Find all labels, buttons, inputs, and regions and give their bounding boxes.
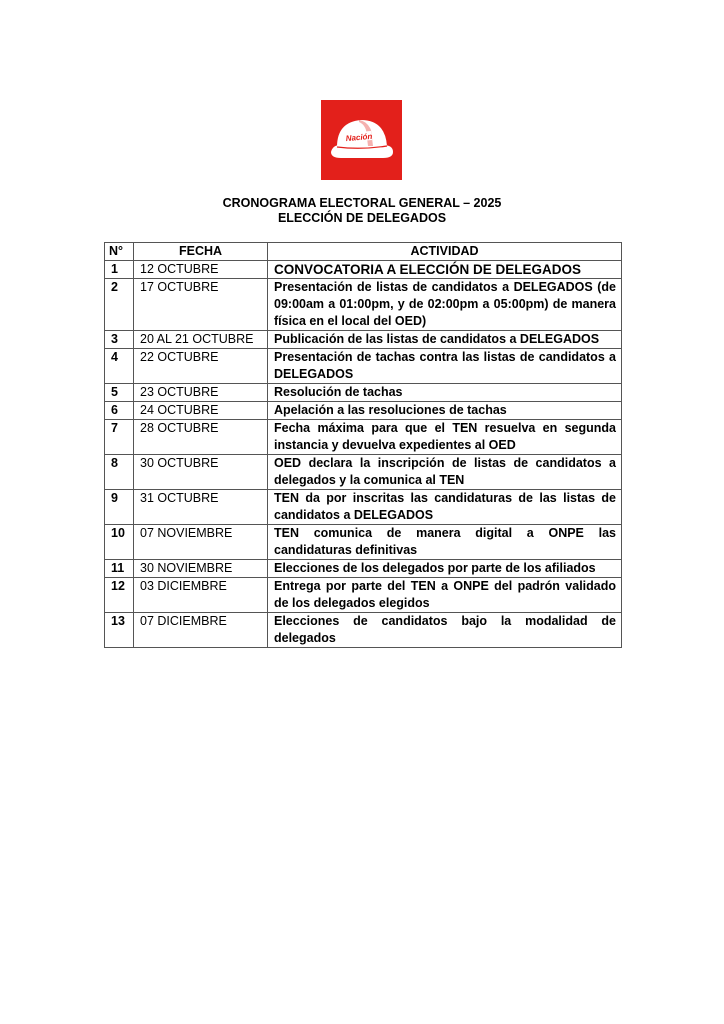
table-row <box>105 560 622 578</box>
table-header-row <box>105 243 622 261</box>
hard-hat-icon <box>321 100 402 180</box>
row-actividad: Fecha máxima para que el TEN resuelva en segunda instancia y devuelva expedientes al OED <box>268 420 622 455</box>
row-num: 10 <box>105 525 134 560</box>
row-actividad: Elecciones de candidatos bajo la modalidad de delegados <box>268 613 622 648</box>
table-row <box>105 279 622 331</box>
row-num: 8 <box>105 455 134 490</box>
row-num: 6 <box>105 402 134 420</box>
row-actividad: CONVOCATORIA A ELECCIÓN DE DELEGADOS <box>268 261 622 279</box>
row-fecha: 24 OCTUBRE <box>134 402 268 420</box>
table-row <box>105 261 622 279</box>
header-actividad: ACTIVIDAD <box>268 243 622 261</box>
row-num: 2 <box>105 279 134 331</box>
row-num: 1 <box>105 261 134 279</box>
table-row <box>105 384 622 402</box>
row-fecha: 17 OCTUBRE <box>134 279 268 331</box>
row-fecha: 31 OCTUBRE <box>134 490 268 525</box>
row-num: 5 <box>105 384 134 402</box>
row-num: 3 <box>105 331 134 349</box>
row-actividad: Apelación a las resoluciones de tachas <box>268 402 622 420</box>
row-fecha: 12 OCTUBRE <box>134 261 268 279</box>
table-row <box>105 490 622 525</box>
document-title: CRONOGRAMA ELECTORAL GENERAL – 2025 <box>222 196 502 210</box>
table-row <box>105 455 622 490</box>
row-actividad: Resolución de tachas <box>268 384 622 402</box>
document-heading <box>0 196 724 226</box>
row-actividad: TEN comunica de manera digital a ONPE las candidaturas definitivas <box>268 525 622 560</box>
row-fecha: 23 OCTUBRE <box>134 384 268 402</box>
row-fecha: 30 OCTUBRE <box>134 455 268 490</box>
row-num: 7 <box>105 420 134 455</box>
row-fecha: 07 NOVIEMBRE <box>134 525 268 560</box>
header-num: N° <box>105 243 134 261</box>
table-row <box>105 402 622 420</box>
row-num: 13 <box>105 613 134 648</box>
row-fecha: 03 DICIEMBRE <box>134 578 268 613</box>
schedule-table <box>104 242 622 648</box>
row-actividad: Publicación de las listas de candidatos a DELEGADOS <box>268 331 622 349</box>
row-actividad: Presentación de listas de candidatos a DELEGADOS (de 09:00am a 01:00pm, y de 02:00pm a 05:00pm) de manera física en el local del OED) <box>268 279 622 331</box>
table-row <box>105 613 622 648</box>
table-row <box>105 525 622 560</box>
row-actividad: Entrega por parte del TEN a ONPE del padrón validado de los delegados elegidos <box>268 578 622 613</box>
row-num: 4 <box>105 349 134 384</box>
table-row <box>105 349 622 384</box>
row-fecha: 30 NOVIEMBRE <box>134 560 268 578</box>
row-actividad: OED declara la inscripción de listas de candidatos a delegados y la comunica al TEN <box>268 455 622 490</box>
header-fecha: FECHA <box>134 243 268 261</box>
row-actividad: Elecciones de los delegados por parte de los afiliados <box>268 560 622 578</box>
row-num: 11 <box>105 560 134 578</box>
party-logo <box>321 100 402 180</box>
logo-text: Nación <box>345 131 373 144</box>
row-fecha: 28 OCTUBRE <box>134 420 268 455</box>
row-fecha: 20 AL 21 OCTUBRE <box>134 331 268 349</box>
row-num: 12 <box>105 578 134 613</box>
document-subtitle: ELECCIÓN DE DELEGADOS <box>277 211 447 225</box>
row-num: 9 <box>105 490 134 525</box>
table-row <box>105 578 622 613</box>
row-actividad: TEN da por inscritas las candidaturas de las listas de candidatos a DELEGADOS <box>268 490 622 525</box>
row-fecha: 22 OCTUBRE <box>134 349 268 384</box>
table-row <box>105 331 622 349</box>
row-actividad: Presentación de tachas contra las listas de candidatos a DELEGADOS <box>268 349 622 384</box>
row-fecha: 07 DICIEMBRE <box>134 613 268 648</box>
table-row <box>105 420 622 455</box>
